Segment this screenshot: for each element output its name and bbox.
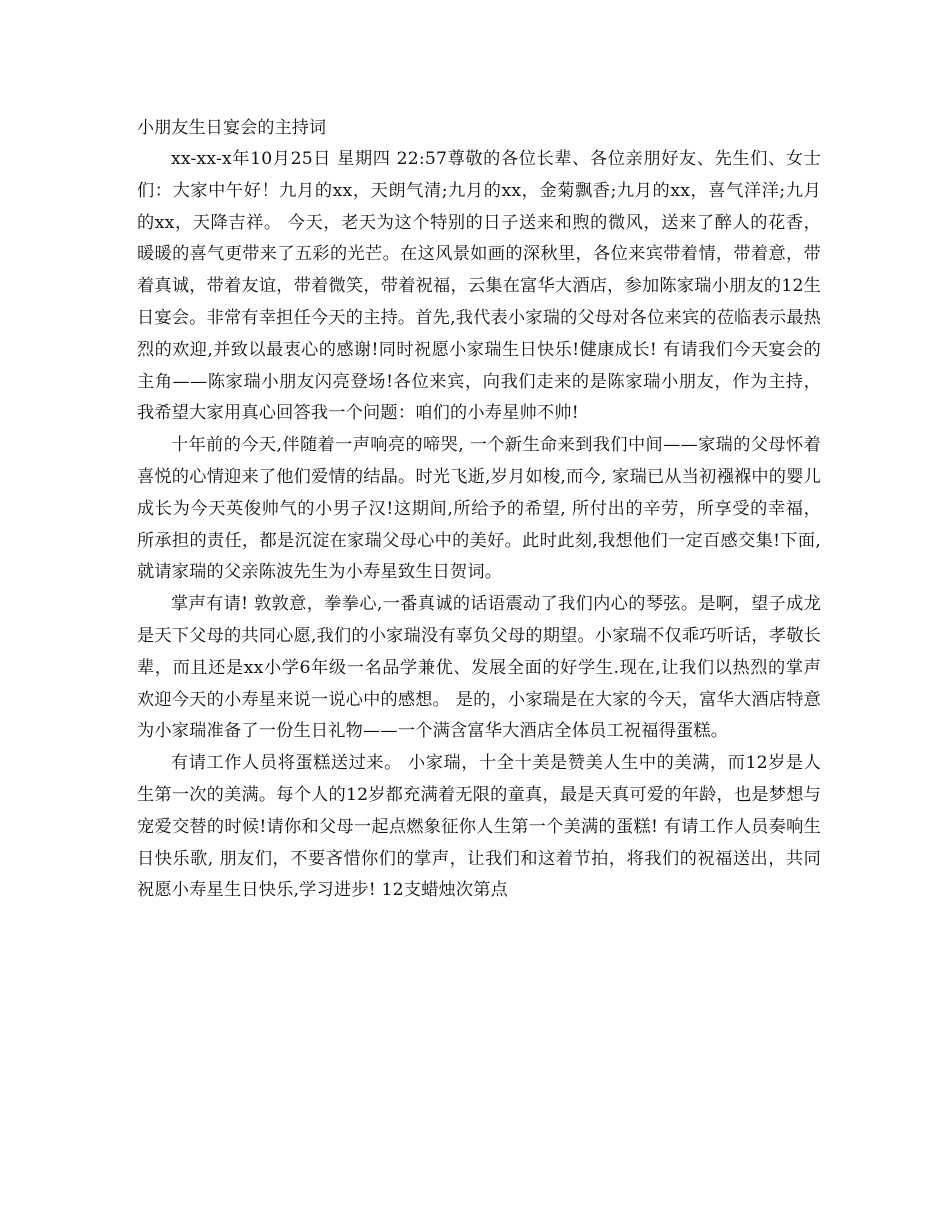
document-title: 小朋友生日宴会的主持词 <box>137 118 327 138</box>
document-body <box>137 112 821 907</box>
paragraph-3: 掌声有请! 敦敦意，拳拳心,一番真诚的话语震动了我们内心的琴弦。是啊，望子成龙是天下父母的共同心愿,我们的小家瑞没有辜负父母的期望。小家瑞不仅乖巧听话，孝敬长辈，而且还是xx小学6年级一名品学兼优、发展全面的好学生.现在,让我们以热烈的掌声欢迎今天的小寿星来说一说心中的感想。 是的，小家瑞是在大家的今天，富华大酒店特意为小家瑞准备了一份生日礼物——一个满含富华大酒店全体员工祝福得蛋糕。 <box>137 594 821 742</box>
paragraph-4: 有请工作人员将蛋糕送过来。 小家瑞，十全十美是赞美人生中的美满，而12岁是人生第一次的美满。每个人的12岁都充满着无限的童真，最是天真可爱的年龄，也是梦想与宠爱交替的时候!请你和父母一起点燃象征你人生第一个美满的蛋糕! 有请工作人员奏响生日快乐歌, 朋友们，不要吝惜你们的掌声，让我们和这着节拍，将我们的祝福送出，共同祝愿小寿星生日快乐,学习进步! 12支蜡烛次第点 <box>137 753 821 901</box>
paragraph-2: 十年前的今天,伴随着一声响亮的啼哭, 一个新生命来到我们中间——家瑞的父母怀着喜悦的心情迎来了他们爱情的结晶。时光飞逝,岁月如梭,而今, 家瑞已从当初襁褓中的婴儿成长为今天英俊帅气的小男子汉!这期间,所给予的希望, 所付出的辛劳，所享受的幸福，所承担的责任，都是沉淀在家瑞父母心中的美好。此时此刻,我想他们一定百感交集!下面,就请家瑞的父亲陈波先生为小寿星致生日贺词。 <box>137 435 821 583</box>
paragraph-1: xx-xx-x年10月25日 星期四 22:57尊敬的各位长辈、各位亲朋好友、先生们、女士们：大家中午好！九月的xx，天朗气清;九月的xx，金菊飘香;九月的xx，喜气洋洋;九月的xx，天降吉祥。 今天，老天为这个特别的日子送来和煦的微风，送来了醉人的花香，暖暖的喜气更带来了五彩的光芒。在这风景如画的深秋里，各位来宾带着情，带着意，带着真诚，带着友谊，带着微笑，带着祝福，云集在富华大酒店，参加陈家瑞小朋友的12生日宴会。非常有幸担任今天的主持。首先,我代表小家瑞的父母对各位来宾的莅临表示最热烈的欢迎,并致以最衷心的感谢!同时祝愿小家瑞生日快乐!健康成长! 有请我们今天宴会的主角——陈家瑞小朋友闪亮登场!各位来宾，向我们走来的是陈家瑞小朋友，作为主持，我希望大家用真心回答我一个问题：咱们的小寿星帅不帅! <box>137 149 821 424</box>
